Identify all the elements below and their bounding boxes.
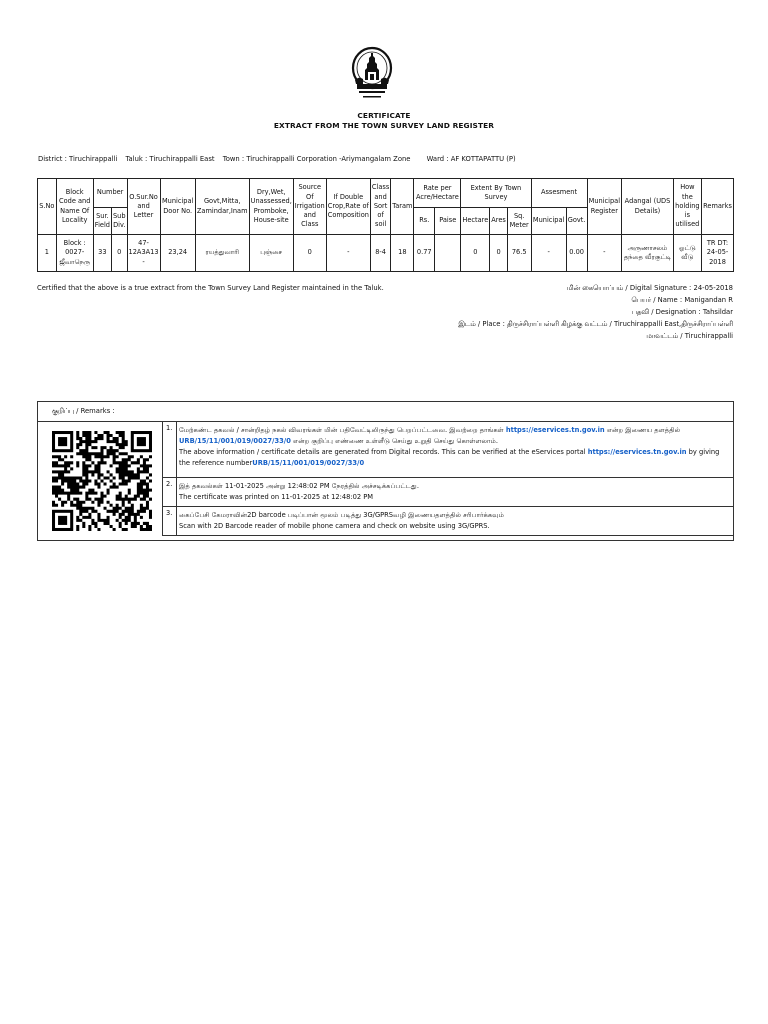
cell-adangal: அருணாசலம் தந்தை வீரகுட்டி [622, 235, 674, 272]
header-govt: Govt,Mitta, Zamindar,Inam [195, 179, 249, 235]
cell-double: - [326, 235, 370, 272]
cell-holding: ஓட்டு வீடு [673, 235, 701, 272]
header-osur: O.Sur.No and Letter [127, 179, 160, 235]
remark-tamil-text: என்ற குறிப்பு எண்ணை உள்ளீடு செய்து உறுதி செய்து கொள்ளலாம். [290, 437, 499, 445]
header-taram: Taram [391, 179, 414, 235]
header-dry: Dry,Wet, Unassessed, Promboke, House-site [249, 179, 293, 235]
remarks-list [162, 422, 733, 536]
remark-text [177, 422, 733, 472]
header-adangal: Adangal (UDS Details) [622, 179, 674, 235]
remark-text [177, 478, 733, 506]
eservices-link[interactable]: https://eservices.tn.gov.in [505, 426, 605, 434]
table-row [38, 235, 734, 272]
town-label: Town : Tiruchirappalli Corporation -Ariymangalam Zone [222, 155, 411, 163]
remark-english-text: by giving the reference number [179, 448, 720, 467]
cell-class-sort: 8-4 [370, 235, 390, 272]
header-hectare: Hectare [461, 208, 490, 235]
header-rs: Rs. [414, 208, 435, 235]
reference-number-link[interactable]: URB/15/11/001/019/0027/33/0 [179, 437, 291, 445]
ward-label: Ward : AF KOTTAPATTU (P) [426, 155, 516, 163]
remark-tamil-text: மேற்கண்ட தகவல் / சான்றிதழ் நகல் விவரங்கள் மின் பதிவேட்டிலிருந்து பெறப்பட்டவை. இவற்றை தாங்கள் [179, 426, 506, 434]
qr-finder-pattern [52, 510, 73, 531]
header-block: Block Code and Name Of Locality [56, 179, 93, 235]
remark-english-text: The above information / certificate details are generated from Digital records. This can be verified at the eServices portal [179, 448, 588, 456]
cell-dry: புஞ்சை [249, 235, 293, 272]
header-extent: Extent By Town Survey [461, 179, 531, 208]
reference-number-link[interactable]: URB/15/11/001/019/0027/33/0 [252, 459, 365, 467]
cell-hectare: 0 [461, 235, 490, 272]
cell-rs: 0.77 [414, 235, 435, 272]
header-municipal: Municipal [531, 208, 566, 235]
cell-municipal: - [531, 235, 566, 272]
cell-paise [435, 235, 461, 272]
cell-remarks: TR DT: 24-05-2018 [702, 235, 734, 272]
tamil-nadu-emblem [351, 46, 393, 104]
header-number: Number [93, 179, 127, 208]
signatory-place: இடம் / Place : திருச்சிராப்பள்ளி கிழக்கு வட்டம் / Tiruchirappalli East,திருச்சிராப்பள்ளி [458, 320, 733, 328]
remark-item [162, 506, 733, 536]
remark-english-text: Scan with 2D Barcode reader of mobile phone camera and check on website using 3G/GPRS. [179, 522, 490, 530]
header-sqm: Sq. Meter [507, 208, 531, 235]
cell-block: Block : 0027-ஜீவாநெரு [56, 235, 93, 272]
header-source: Source Of Irrigation and Class [293, 179, 326, 235]
header-sno: S.No [38, 179, 57, 235]
remark-text [177, 507, 733, 535]
header-mun-register: Municipal Register [587, 179, 622, 235]
remarks-label: குறிப்பு / Remarks : [52, 407, 115, 415]
remark-item [162, 477, 733, 507]
qr-code[interactable] [52, 431, 152, 531]
header-remarks: Remarks [702, 179, 734, 235]
cell-source: 0 [293, 235, 326, 272]
cell-osur: 47-12A3A13 - [127, 235, 160, 272]
signatory-district: மாவட்டம் / Tiruchirappalli [646, 332, 733, 340]
cell-mun-register: - [587, 235, 622, 272]
header-class-sort: Class and Sort of soil [370, 179, 390, 235]
cell-taram: 18 [391, 235, 414, 272]
header-sub-div: Sub Div. [111, 208, 127, 235]
cell-govt: ரயத்துவாரி [195, 235, 249, 272]
remark-number: 2. [163, 478, 177, 506]
header-assesment: Assesment [531, 179, 587, 208]
remark-item [162, 421, 733, 478]
taluk-label: Taluk : Tiruchirappalli East [125, 155, 215, 163]
qr-finder-pattern [52, 431, 73, 452]
header-ares: Ares [490, 208, 508, 235]
digital-signature: மின் கையொப்பம் / Digital Signature : 24-05-2018 [566, 284, 733, 292]
header-govt-col: Govt. [566, 208, 587, 235]
cell-sqm: 76.5 [507, 235, 531, 272]
remarks-box [37, 401, 734, 541]
header-double: If Double Crop,Rate of Composition [326, 179, 370, 235]
certificate-title: CERTIFICATE [357, 111, 411, 120]
header-holding: How the holding is utilised [673, 179, 701, 235]
cell-ares: 0 [490, 235, 508, 272]
signatory-name: பெயர் / Name : Manigandan R [631, 296, 733, 304]
remark-number: 3. [163, 507, 177, 535]
cell-sur-field: 33 [93, 235, 111, 272]
land-register-table [37, 178, 734, 272]
cell-govt-col: 0.00 [566, 235, 587, 272]
certificate-subtitle: EXTRACT FROM THE TOWN SURVEY LAND REGISTER [273, 121, 495, 130]
remark-english-text: The certificate was printed on 11-01-2025 at 12:48:02 PM [179, 493, 374, 501]
remark-tamil-text: என்ற இணைய தளத்தில் [604, 426, 681, 434]
qr-finder-pattern [131, 431, 152, 452]
header-sur-field: Sur. Field [93, 208, 111, 235]
location-line [38, 155, 522, 163]
header-paise: Paise [435, 208, 461, 235]
cell-sno: 1 [38, 235, 57, 272]
certification-statement: Certified that the above is a true extract from the Town Survey Land Register maintained in the Taluk. [37, 284, 384, 292]
remark-number: 1. [163, 422, 177, 477]
header-door: Municipal Door No. [160, 179, 195, 235]
remark-tamil-text: கைப்பேசி கேமராவின்2D barcode படிப்பான் மூலம் படித்து 3G/GPRSவழி இணையதளத்தில் சரிபார்க்கவும் [179, 511, 504, 519]
cell-door: 23,24 [160, 235, 195, 272]
remark-tamil-text: இத் தகவல்கள் 11-01-2025 அன்று 12:48:02 PM நேரத்தில் அச்சடிக்கப்பட்டது. [179, 482, 419, 490]
eservices-link[interactable]: https://eservices.tn.gov.in [587, 448, 687, 456]
signatory-designation: பதவி / Designation : Tahsildar [631, 308, 733, 316]
district-label: District : Tiruchirappalli [38, 155, 118, 163]
header-rate: Rate per Acre/Hectare [414, 179, 461, 208]
cell-sub-div: 0 [111, 235, 127, 272]
